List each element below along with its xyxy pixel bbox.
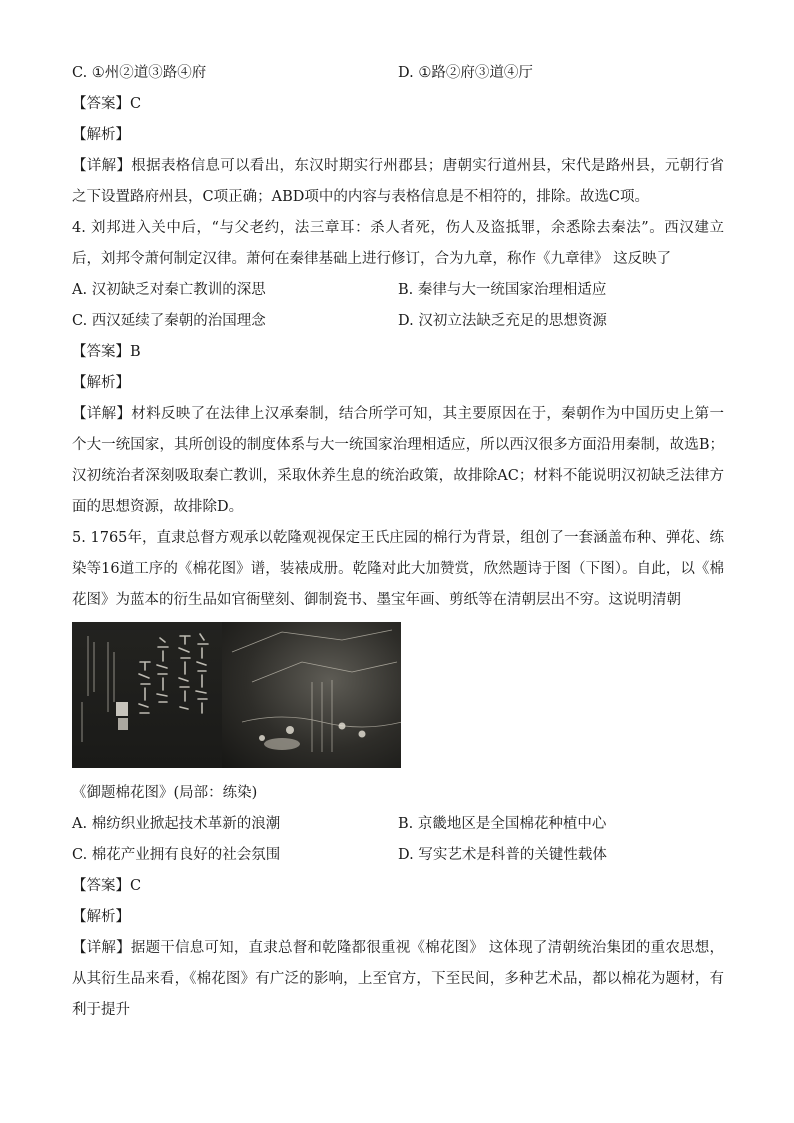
q4-detail: 【详解】材料反映了在法律上汉承秦制，结合所学可知，其主要原因在于，秦朝作为中国历史上第一个大一统国家，其所创设的制度体系与大一统国家治理相适应，所以西汉很多方面沿用秦制，故选B；汉初统治者深刻吸取秦亡教训，采取休养生息的统治政策，故排除AC；材料不能说明汉初缺乏法律方面的思想资源，故排除D。 <box>72 406 724 515</box>
scene-strokes <box>222 622 401 768</box>
q5-options-row-ab <box>72 809 724 840</box>
document-page <box>72 58 724 1026</box>
q5-option-d[interactable]: D. 写实艺术是科普的关键性载体 <box>398 847 607 863</box>
figure-caption: 《御题棉花图》(局部：练染) <box>72 785 258 801</box>
q5-answer: 【答案】C <box>72 878 142 894</box>
q5-option-a[interactable]: A. 棉纺织业掀起技术革新的浪潮 <box>72 816 281 832</box>
q5-stem: 5. 1765年，直隶总督方观承以乾隆观视保定王氏庄园的棉行为背景，组创了一套涵盖布种、弹花、练染等16道工序的《棉花图》谱，装裱成册。乾隆对此大加赞赏，欣然题诗于图（下图）。自此，以《棉花图》为蓝本的衍生品如官衙壁刻、御制瓷书、墨宝年画、剪纸等在清朝层出不穷。这说明清朝 <box>72 530 724 608</box>
q5-option-b[interactable]: B. 京畿地区是全国棉花种植中心 <box>398 816 607 832</box>
q5-option-c[interactable]: C. 棉花产业拥有良好的社会氛围 <box>72 847 281 863</box>
cotton-painting-image <box>72 622 401 768</box>
q4-option-a[interactable]: A. 汉初缺乏对秦亡教训的深思 <box>72 282 266 298</box>
q3-options-row-cd <box>72 58 724 89</box>
q3-option-c[interactable]: C. ①州②道③路④府 <box>72 65 207 81</box>
q4-option-d[interactable]: D. 汉初立法缺乏充足的思想资源 <box>398 313 607 329</box>
q4-options-row-cd <box>72 306 724 337</box>
q3-analysis-heading: 【解析】 <box>72 127 130 143</box>
q4-option-c[interactable]: C. 西汉延续了秦朝的治国理念 <box>72 313 266 329</box>
q4-analysis-heading: 【解析】 <box>72 375 130 391</box>
q5-detail: 【详解】据题干信息可知，直隶总督和乾隆都很重视《棉花图》 这体现了清朝统治集团的重农思想，从其衍生品来看，《棉花图》有广泛的影响，上至官方，下至民间，多种艺术品，都以棉花为题材，有利于提升 <box>72 940 724 1018</box>
calligraphy-strokes <box>72 622 222 768</box>
q5-options-row-cd <box>72 840 724 871</box>
calligraphy-panel <box>72 622 222 768</box>
q3-option-d[interactable]: D. ①路②府③道④厅 <box>398 65 533 81</box>
q3-detail: 【详解】根据表格信息可以看出，东汉时期实行州郡县；唐朝实行道州县，宋代是路州县，元朝行省之下设置路府州县，C项正确；ABD项中的内容与表格信息是不相符的，排除。故选C项。 <box>72 158 724 205</box>
dyeing-scene-panel <box>222 622 401 768</box>
q4-stem: 4. 刘邦进入关中后，“与父老约，法三章耳：杀人者死，伤人及盗抵罪，余悉除去秦法”。西汉建立后，刘邦令萧何制定汉律。萧何在秦律基础上进行修订，合为九章，称作《九章律》 这反映了 <box>72 220 724 267</box>
q3-answer: 【答案】C <box>72 96 142 112</box>
q4-option-b[interactable]: B. 秦律与大一统国家治理相适应 <box>398 282 607 298</box>
q5-analysis-heading: 【解析】 <box>72 909 130 925</box>
q4-options-row-ab <box>72 275 724 306</box>
q4-answer: 【答案】B <box>72 344 141 360</box>
